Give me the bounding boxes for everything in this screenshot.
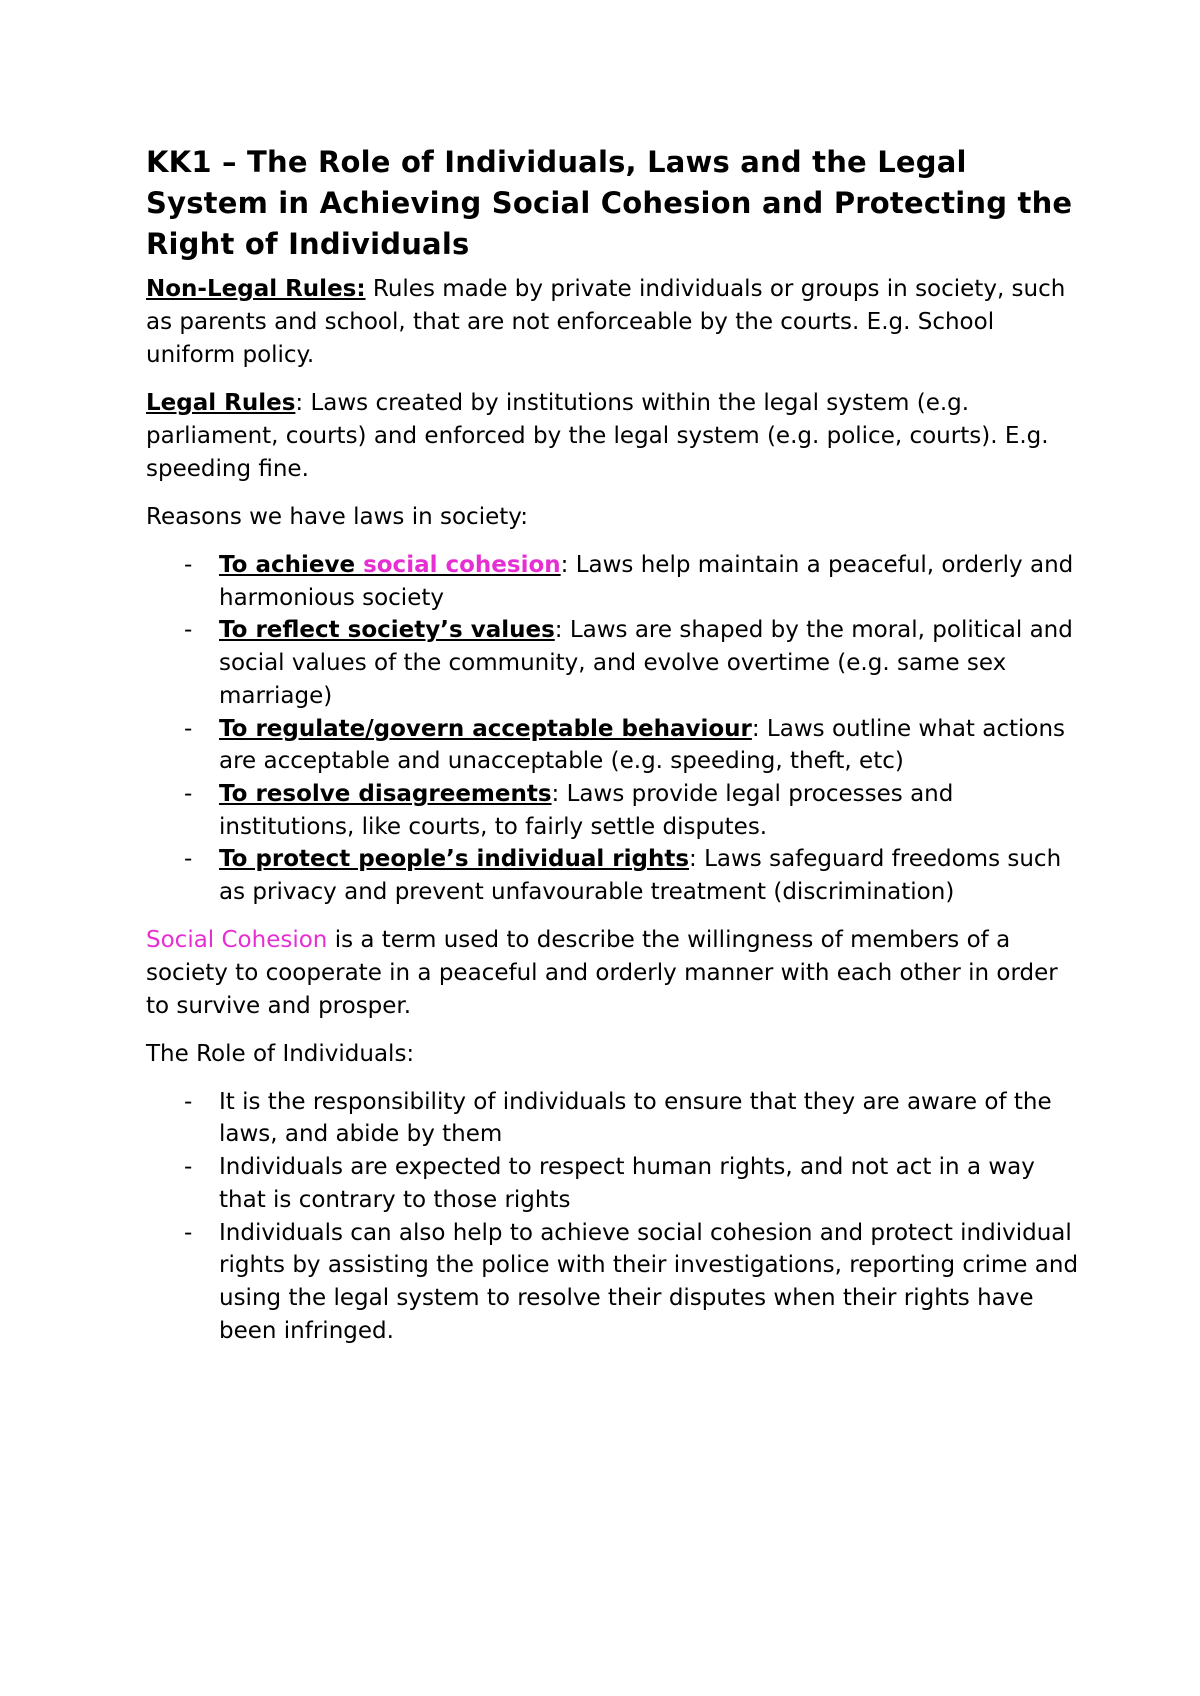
reason-term: To resolve disagreements <box>219 780 552 807</box>
list-item <box>146 1086 1086 1151</box>
individuals-list <box>146 1086 1086 1348</box>
list-item <box>146 549 1086 614</box>
dash-bullet: - <box>184 617 193 644</box>
document-title: KK1 – The Role of Individuals, Laws and the Legal System in Achieving Social Cohesion and Protecting the Right of Individuals <box>146 145 1073 261</box>
dash-bullet: - <box>184 1088 193 1115</box>
social-cohesion-paragraph <box>146 924 1086 1023</box>
dash-bullet: - <box>184 552 193 578</box>
social-cohesion-term: Social Cohesion <box>146 926 328 953</box>
list-item <box>146 1217 1086 1348</box>
reasons-list <box>146 549 1086 909</box>
dash-bullet: - <box>184 846 193 873</box>
non-legal-rules-text: Rules made by private individuals or groups in society, such as parents and school, that are not enforceable by the courts. E.g. School uniform policy. <box>146 276 1066 368</box>
dash-bullet: - <box>184 1219 193 1246</box>
reason-text: : Laws provide legal processes and institutions, like courts, to fairly settle disputes. <box>219 780 954 840</box>
reason-term: To regulate/govern acceptable behaviour <box>219 715 752 742</box>
social-cohesion-text: is a term used to describe the willingness of members of a society to cooperate in a peaceful and orderly manner with each other in order to survive and prosper. <box>146 926 1058 1019</box>
individual-point: Individuals are expected to respect human rights, and not act in a way that is contrary to those rights <box>219 1154 1035 1213</box>
list-item <box>146 778 1086 843</box>
reason-term <box>219 552 561 578</box>
document-body <box>146 142 1086 1362</box>
list-item <box>146 1151 1086 1216</box>
individual-point: It is the responsibility of individuals to ensure that they are aware of the laws, and abide by them <box>219 1088 1052 1148</box>
reason-text: : Laws outline what actions are acceptable and unacceptable (e.g. speeding, theft, etc) <box>219 715 1066 775</box>
reason-text: : Laws safeguard freedoms such as privacy and prevent unfavourable treatment (discrimination) <box>219 846 1062 906</box>
legal-rules-term: Legal Rules <box>146 390 296 416</box>
list-item <box>146 713 1086 778</box>
dash-bullet: - <box>184 715 193 742</box>
dash-bullet: - <box>184 780 193 807</box>
reasons-intro: Reasons we have laws in society: <box>146 504 528 530</box>
reason-term-highlight: social cohesion <box>363 552 561 578</box>
legal-rules-text: : Laws created by institutions within the legal system (e.g. parliament, courts) and enforced by the legal system (e.g. police, courts). E.g. speeding fine. <box>146 390 1049 482</box>
non-legal-rules-term: Non-Legal Rules: <box>146 276 366 302</box>
dash-bullet: - <box>184 1154 193 1181</box>
list-item <box>146 843 1086 908</box>
reason-term: To reflect society’s values <box>219 617 555 644</box>
individual-point: Individuals can also help to achieve social cohesion and protect individual rights by assisting the police with their investigations, reporting crime and using the legal system to resolve their disputes when their rights have been infringed. <box>219 1219 1079 1344</box>
reason-term-prefix: To achieve <box>219 552 364 578</box>
reason-term: To protect people’s individual rights <box>219 846 690 873</box>
individuals-intro: The Role of Individuals: <box>146 1040 415 1067</box>
legal-rules-paragraph <box>146 387 1086 486</box>
reason-text: : Laws help maintain a peaceful, orderly and harmonious society <box>219 552 1074 611</box>
reason-text: : Laws are shaped by the moral, political and social values of the community, and evolve overtime (e.g. same sex marriage) <box>219 617 1073 709</box>
non-legal-rules-paragraph <box>146 273 1086 372</box>
list-item <box>146 614 1086 712</box>
